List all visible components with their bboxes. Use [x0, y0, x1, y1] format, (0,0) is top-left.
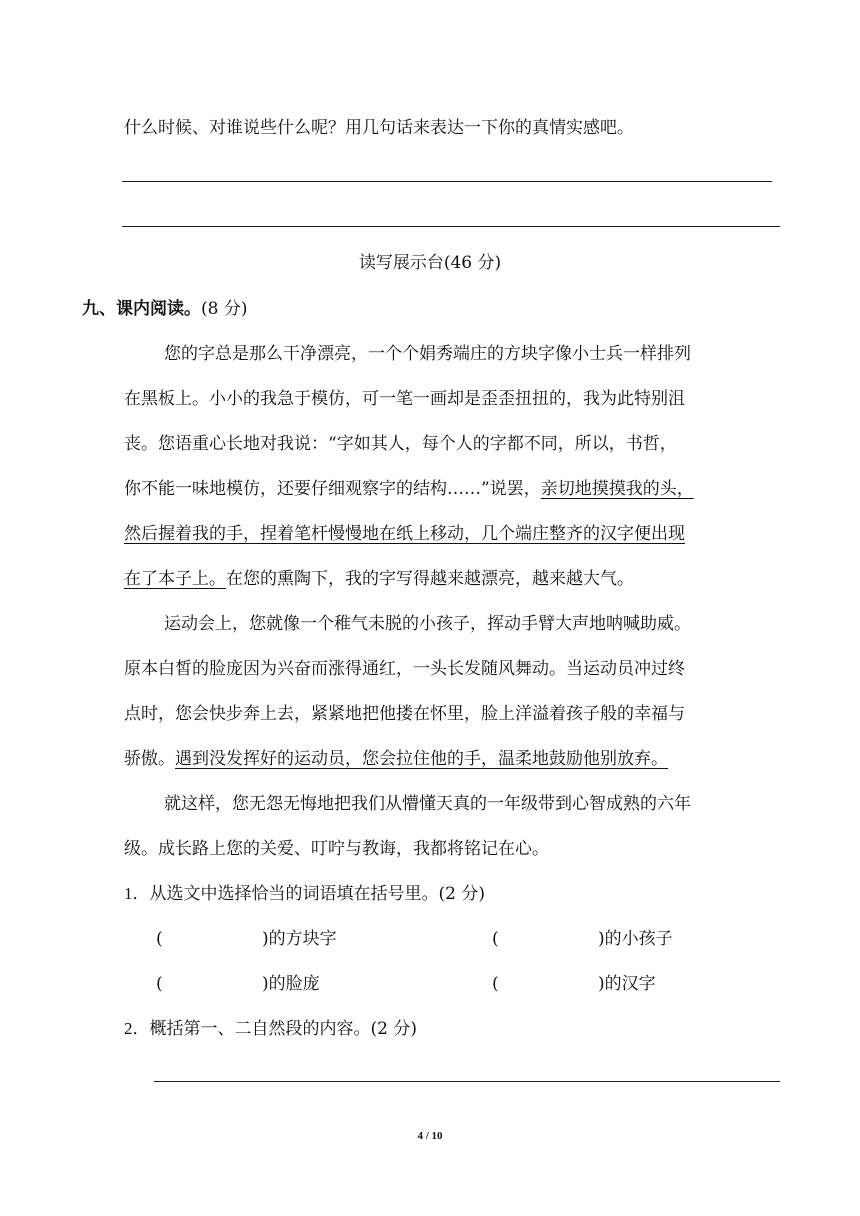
answer-line[interactable] [122, 181, 772, 182]
passage-line [124, 569, 634, 589]
passage-line: 原本白皙的脸庞因为兴奋而涨得通红，一头长发随风舞动。当运动员冲过终 [124, 659, 685, 679]
sub-question-text: 概括第一、二自然段的内容。(2 分) [149, 1019, 417, 1039]
sub-question-1 [124, 884, 485, 904]
sub-question-number: 2． [124, 1019, 150, 1038]
sub-question-text: 从选文中选择恰当的词语填在括号里。(2 分) [149, 884, 485, 904]
underlined-sentence: 在了本子上。 [124, 569, 226, 589]
blank-suffix: )的汉字 [598, 974, 656, 994]
question-score: (8 分) [201, 299, 248, 319]
blank-suffix: )的脸庞 [262, 974, 320, 994]
passage-line: 就这样，您无怨无悔地把我们从懵懂天真的一年级带到心智成熟的六年 [164, 794, 691, 814]
passage-line: 丧。您语重心长地对我说：“字如其人，每个人的字都不同，所以，书哲， [124, 434, 677, 454]
question-9-heading [82, 299, 247, 319]
answer-line[interactable] [122, 226, 780, 227]
answer-line[interactable] [154, 1081, 780, 1082]
passage-line: 点时，您会快步奔上去，紧紧地把他搂在怀里，脸上洋溢着孩子般的幸福与 [124, 704, 685, 724]
passage-line: 您的字总是那么干净漂亮，一个个娟秀端庄的方块字像小士兵一样排列 [164, 344, 691, 364]
underlined-sentence: 亲切地摸摸我的头， [540, 479, 694, 499]
passage-line: 在黑板上。小小的我急于模仿，可一笔一画却是歪歪扭扭的，我为此特别沮 [124, 389, 685, 409]
blank-open-paren: ( [492, 974, 499, 994]
blank-open-paren: ( [156, 974, 163, 994]
underlined-sentence: 遇到没发挥好的运动员，您会拉住他的手，温柔地鼓励他别放弃。 [175, 749, 668, 769]
passage-text: 骄傲。 [124, 749, 175, 769]
question-heading-text: 九、课内阅读。 [82, 299, 201, 319]
blank-open-paren: ( [492, 929, 499, 949]
blank-suffix: )的方块字 [262, 929, 337, 949]
passage-line: 级。成长路上您的关爱、叮咛与教诲，我都将铭记在心。 [124, 839, 549, 859]
page-number: 4 / 10 [417, 1130, 443, 1142]
sub-question-2 [124, 1019, 417, 1039]
passage-text: 你不能一味地模仿，还要仔细观察字的结构……”说罢， [124, 479, 541, 499]
section-title: 读写展示台(46 分) [358, 253, 502, 273]
underlined-sentence: 然后握着我的手，捏着笔杆慢慢地在纸上移动，几个端庄整齐的汉字便出现 [124, 524, 685, 544]
continuation-text: 什么时候、对谁说些什么呢？用几句话来表达一下你的真情实感吧。 [124, 118, 634, 138]
passage-line [124, 479, 694, 499]
blank-suffix: )的小孩子 [598, 929, 673, 949]
passage-line [124, 749, 668, 769]
passage-line: 运动会上，您就像一个稚气未脱的小孩子，挥动手臂大声地呐喊助威。 [164, 614, 691, 634]
passage-text: 在您的熏陶下，我的字写得越来越漂亮，越来越大气。 [226, 569, 634, 589]
blank-open-paren: ( [156, 929, 163, 949]
sub-question-number: 1． [124, 884, 150, 903]
